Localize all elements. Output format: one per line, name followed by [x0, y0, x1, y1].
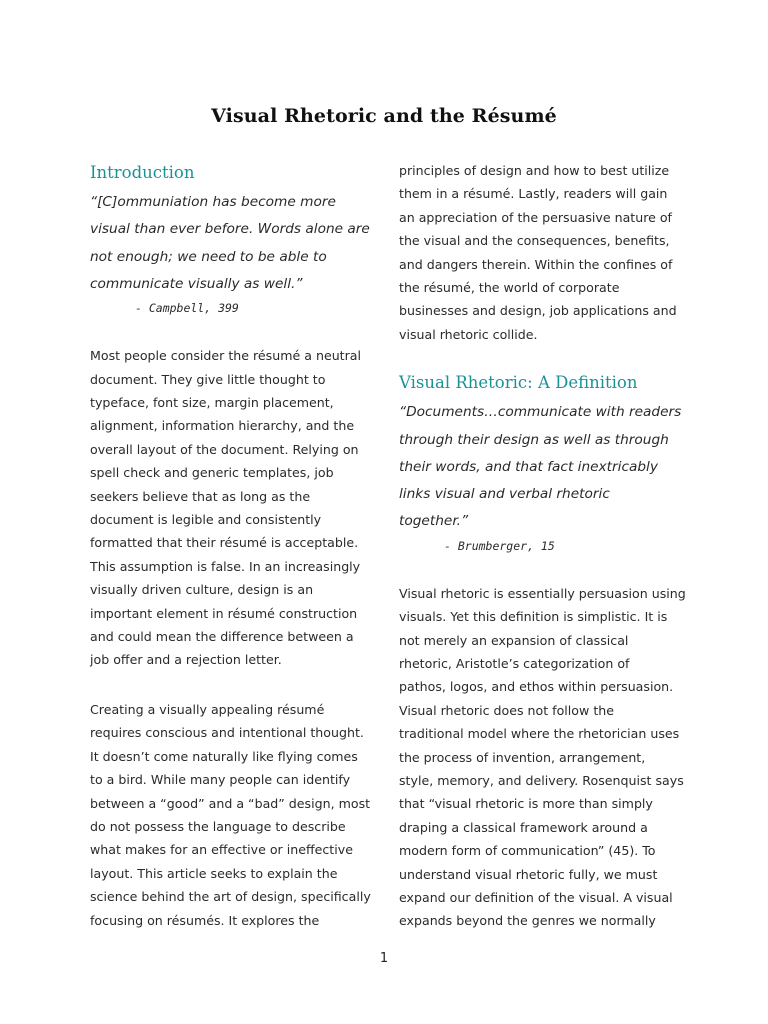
- text-line: seekers believe that as long as the: [90, 488, 311, 504]
- body-paragraph: [90, 698, 374, 932]
- quote-line: communicate visually as well.”: [90, 275, 303, 292]
- text-line: an appreciation of the persuasive nature of: [399, 209, 672, 225]
- quote-line: “[C]ommuniation has become more: [90, 194, 336, 210]
- text-line: understand visual rhetoric fully, we must: [399, 866, 658, 882]
- text-line: draping a classical framework around a: [399, 819, 648, 835]
- text-line: overall layout of the document. Relying on: [90, 441, 359, 457]
- text-line: the visual and the consequences, benefits,: [399, 233, 670, 249]
- text-line: visual rhetoric collide.: [399, 326, 538, 342]
- text-line: expand our definition of the visual. A visual: [399, 890, 673, 906]
- quote-attribution: - Campbell, 399: [135, 301, 239, 316]
- text-line: that “visual rhetoric is more than simply: [399, 796, 653, 812]
- text-line: between a “good” and a “bad” design, most: [90, 795, 371, 811]
- text-line: and could mean the difference between a: [90, 629, 354, 645]
- quote-line: not enough; we need to be able to: [90, 248, 327, 265]
- document-title: Visual Rhetoric and the Résumé: [211, 104, 557, 127]
- quote-line: through their design as well as through: [399, 431, 669, 448]
- definition-quote: [399, 399, 684, 535]
- quote-attribution: - Brumberger, 15: [444, 538, 555, 553]
- text-line: the process of invention, arrangement,: [399, 749, 646, 765]
- quote-line: their words, and that fact inextricably: [399, 458, 658, 475]
- text-line: expands beyond the genres we normally: [399, 913, 656, 929]
- page-number: 1: [379, 951, 389, 966]
- text-line: typeface, font size, margin placement,: [90, 395, 334, 410]
- text-line: alignment, information hierarchy, and the: [90, 418, 355, 434]
- quote-line: links visual and verbal rhetoric: [399, 486, 610, 503]
- text-line: requires conscious and intentional thought.: [90, 725, 364, 741]
- body-paragraph: [399, 582, 684, 933]
- text-line: Creating a visually appealing résumé: [90, 701, 325, 717]
- text-line: formatted that their résumé is acceptable.: [90, 535, 359, 551]
- text-line: and dangers therein. Within the confines of: [399, 256, 673, 272]
- text-line: what makes for an effective or ineffective: [90, 842, 353, 858]
- text-line: important element in résumé construction: [90, 605, 358, 621]
- text-line: layout. This article seeks to explain the: [90, 865, 338, 881]
- text-line: It doesn’t come naturally like flying comes: [90, 748, 358, 764]
- text-line: modern form of communication” (45). To: [399, 843, 656, 859]
- text-line: businesses and design, job applications and: [399, 303, 677, 319]
- quote-line: “Documents…communicate with readers: [399, 404, 682, 421]
- text-line: do not possess the language to describe: [90, 818, 346, 834]
- section-heading-introduction: Introduction: [90, 163, 195, 182]
- opening-quote: [90, 189, 374, 298]
- text-line: the résumé, the world of corporate: [399, 280, 620, 296]
- quote-line: together.”: [399, 513, 469, 530]
- text-line: visually driven culture, design is an: [90, 582, 314, 598]
- right-column: [399, 159, 684, 933]
- text-line: document. They give little thought to: [90, 371, 326, 387]
- text-line: rhetoric, Aristotle’s categorization of: [399, 655, 630, 671]
- text-line: them in a résumé. Lastly, readers will gain: [399, 186, 668, 202]
- text-line: principles of design and how to best utilize: [399, 163, 670, 178]
- left-column: [90, 160, 374, 932]
- text-line: to a bird. While many people can identify: [90, 772, 351, 788]
- text-line: document is legible and consistently: [90, 512, 322, 528]
- text-line: pathos, logos, and ethos within persuasion.: [399, 679, 674, 695]
- quote-line: visual than ever before. Words alone are: [90, 221, 370, 238]
- text-line: job offer and a rejection letter.: [90, 652, 282, 668]
- text-line: science behind the art of design, specifically: [90, 889, 371, 905]
- body-paragraph: [399, 159, 684, 346]
- text-line: Most people consider the résumé a neutral: [90, 348, 362, 364]
- text-line: focusing on résumés. It explores the: [90, 912, 320, 928]
- body-paragraph: [90, 344, 374, 672]
- text-line: traditional model where the rhetorician uses: [399, 726, 680, 742]
- text-line: This assumption is false. In an increasingly: [90, 558, 361, 574]
- text-line: spell check and generic templates, job: [90, 465, 334, 481]
- text-line: not merely an expansion of classical: [399, 632, 629, 648]
- text-line: Visual rhetoric is essentially persuasion using: [399, 585, 686, 601]
- section-heading-definition: Visual Rhetoric: A Definition: [399, 373, 638, 393]
- text-line: visuals. Yet this definition is simplistic. It is: [399, 609, 668, 625]
- text-line: style, memory, and delivery. Rosenquist says: [399, 772, 684, 788]
- text-line: Visual rhetoric does not follow the: [399, 702, 614, 718]
